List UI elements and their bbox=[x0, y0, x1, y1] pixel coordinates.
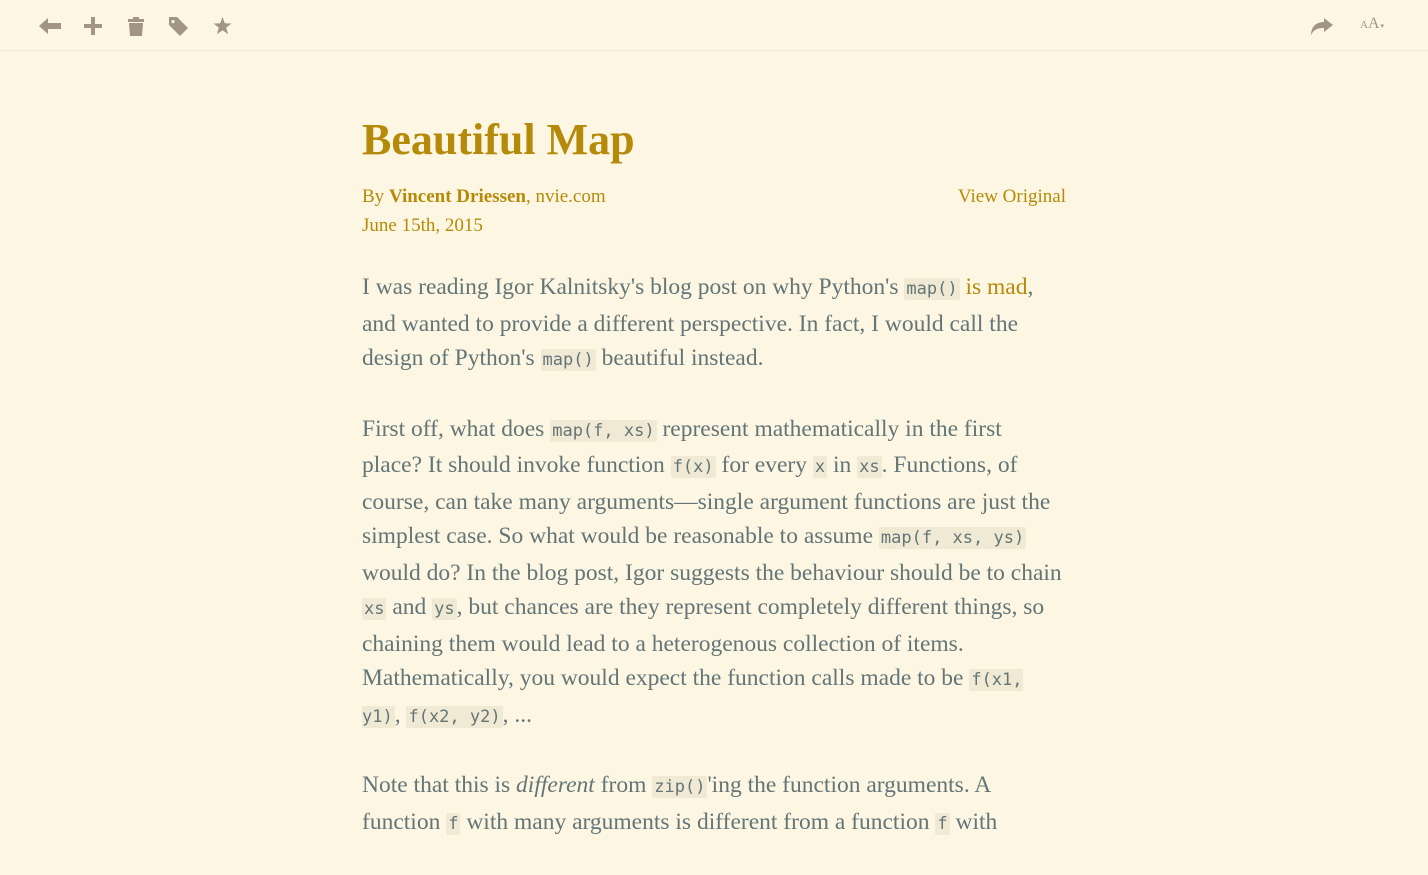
share-icon[interactable] bbox=[1310, 14, 1334, 38]
publish-date: June 15th, 2015 bbox=[362, 215, 483, 236]
inline-code: map(f, xs, ys) bbox=[880, 528, 1025, 548]
plus-icon[interactable] bbox=[81, 14, 105, 38]
chevron-down-icon: ▾ bbox=[1380, 22, 1385, 30]
is-mad-link[interactable]: is mad bbox=[959, 274, 1028, 300]
font-size-icon[interactable] bbox=[1360, 15, 1384, 37]
text-run: would do? In the blog post, Igor suggests the behaviour should be to chain bbox=[362, 559, 1062, 586]
text-run: , bbox=[394, 701, 407, 728]
text-run: . Functions, of course, can take many arguments—single argument functions are just the simplest case. So what would be reasonable to assume bbox=[362, 452, 1051, 549]
inline-code: xs bbox=[364, 599, 385, 619]
inline-code: f bbox=[448, 813, 459, 834]
article-title: Beautiful Map bbox=[362, 115, 635, 164]
tag-icon[interactable] bbox=[166, 14, 190, 38]
inline-code: f(x1, y1) bbox=[362, 670, 1023, 727]
text-run: Note that this is bbox=[362, 772, 517, 798]
article-body bbox=[362, 270, 1066, 875]
inline-code: map() bbox=[542, 350, 594, 370]
toolbar bbox=[0, 0, 1428, 51]
source-domain: nvie.com bbox=[535, 186, 606, 207]
text-run: , but chances are they represent completely different things, so chaining them would lead to a heterogenous collection of items. Mathematically, you would expect the function calls made to be bbox=[362, 594, 1045, 691]
byline bbox=[362, 185, 1066, 209]
emphasis: different bbox=[516, 772, 595, 798]
text-run: with bbox=[949, 808, 998, 835]
text-run: represent mathematically in the first place? It should invoke function bbox=[362, 415, 1002, 478]
inline-code: ys bbox=[434, 599, 455, 619]
star-icon[interactable] bbox=[210, 14, 234, 38]
back-arrow-icon[interactable] bbox=[38, 14, 62, 38]
by-prefix: By bbox=[362, 186, 389, 207]
source-separator: , bbox=[525, 186, 536, 207]
text-run: in bbox=[827, 452, 858, 478]
text-run: with many arguments is different from a function bbox=[460, 808, 936, 835]
paragraph bbox=[362, 270, 1066, 378]
text-run: beautiful instead. bbox=[595, 345, 764, 371]
inline-code: map(f, xs) bbox=[552, 420, 655, 441]
text-run: 'ing the function arguments. A function bbox=[362, 772, 990, 835]
inline-code: map() bbox=[906, 279, 958, 299]
author-name: Vincent Driessen bbox=[388, 186, 526, 207]
inline-code: zip() bbox=[654, 777, 706, 797]
paragraph bbox=[362, 768, 1066, 841]
text-run: I was reading Igor Kalnitsky's blog post on why Python's bbox=[362, 274, 905, 300]
text-run: from bbox=[594, 772, 653, 798]
font-size-small-label: A bbox=[1360, 19, 1368, 31]
text-run: First off, what does bbox=[362, 415, 551, 442]
paragraph bbox=[362, 412, 1066, 735]
inline-code: f(x) bbox=[672, 457, 714, 477]
text-run: and bbox=[386, 594, 433, 620]
font-size-big-label: A bbox=[1367, 15, 1380, 32]
inline-code: xs bbox=[859, 457, 880, 477]
view-original-link[interactable]: View Original bbox=[957, 186, 1066, 207]
text-run: , ... bbox=[502, 701, 532, 728]
inline-code: x bbox=[814, 457, 826, 477]
trash-icon[interactable] bbox=[124, 14, 148, 38]
inline-code: f bbox=[937, 813, 948, 834]
text-run: for every bbox=[715, 452, 813, 478]
inline-code: f(x2, y2) bbox=[408, 706, 501, 727]
text-run: , and wanted to provide a different perspective. In fact, I would call the design of Python's bbox=[362, 274, 1034, 371]
